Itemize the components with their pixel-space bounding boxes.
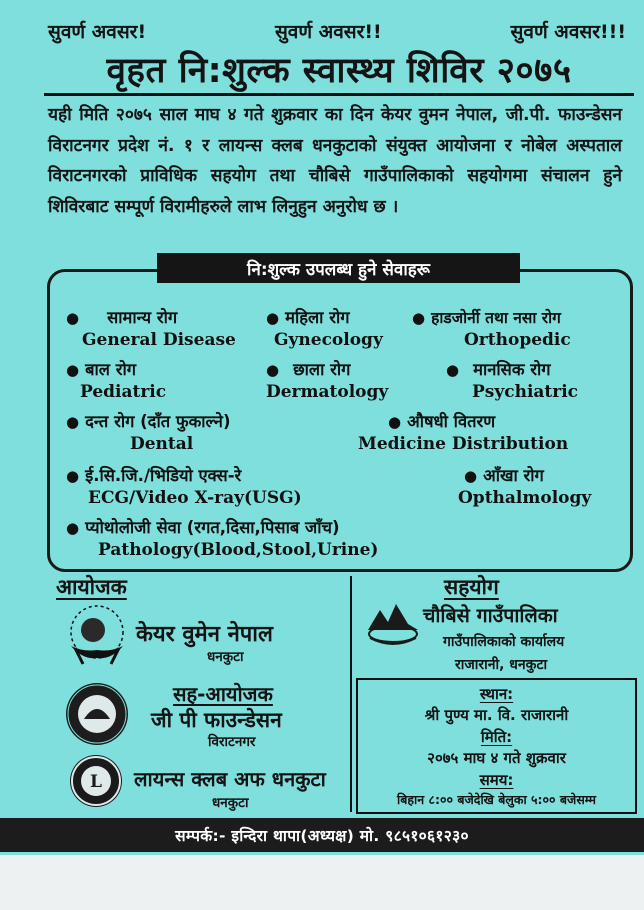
gp-foundation-logo: [66, 683, 128, 745]
municipality-emblem-icon: [364, 596, 422, 646]
page-margin: [0, 855, 644, 910]
bullet-icon: ●: [446, 361, 460, 379]
bullet-icon: ●: [66, 309, 80, 327]
service-pedia-en: Pediatric: [80, 382, 167, 402]
lions-club-logo: [70, 755, 122, 807]
co-organizer-heading: सह-आयोजक: [173, 682, 273, 706]
intro-paragraph: यही मिति २०७५ साल माघ ४ गते शुक्रवार का दिन केयर वुमन नेपाल, जी.पी. फाउन्डेसन विराटनगर प्रदेश नं. १ र लायन्स क्लब धनकुटाको संयुक्त आयोजना र नोबेल अस्पताल विराटनगरको प्राविधिक सहयोग तथा चौबिसे गाउँपालिकाको सहयोगमा संचालन हुने शिविरबाट सम्पूर्ण विरामीहरुले लाभ लिनुहुन अनुरोध छ ।: [48, 105, 622, 217]
bullet-icon: ●: [66, 413, 80, 431]
support-heading: सहयोग: [444, 575, 499, 599]
bullet-icon: ●: [66, 467, 80, 485]
service-dental-en: Dental: [130, 434, 194, 454]
service-pathology-en: Pathology(Blood,Stool,Urine): [98, 540, 379, 560]
date-label: मिति:: [480, 728, 513, 746]
services-heading: नि:शुल्क उपलब्ध हुने सेवाहरू: [157, 253, 520, 283]
service-pedia: ● बाल रोग Pediatric: [66, 360, 167, 402]
service-ortho: ● हाडजोर्नी तथा नसा रोग Orthopedic: [412, 309, 571, 350]
chaubise-logo: [364, 596, 422, 646]
organizer-location: धनकुटा: [207, 649, 244, 665]
time-label: समय:: [479, 771, 514, 789]
service-psych-en: Psychiatric: [472, 382, 579, 402]
time-value: बिहान ८:०० बजेदेखि बेलुका ५:०० बजेसम्म: [397, 792, 596, 807]
service-ortho-en: Orthopedic: [464, 330, 571, 350]
support-name: चौबिसे गाउँपालिका: [423, 604, 558, 627]
date-value: २०७५ माघ ४ गते शुक्रवार: [427, 749, 566, 767]
organizer-heading: आयोजक: [56, 575, 127, 599]
co-organizer-name: जी पी फाउन्डेसन: [151, 708, 282, 732]
lions-club-name: लायन्स क्लब अफ धनकुटा: [134, 767, 326, 791]
bullet-icon: ●: [412, 309, 426, 327]
service-eye: ● आँखा रोग Opthalmology: [458, 466, 592, 508]
title-underline: [44, 93, 634, 96]
service-pathology: ● प्योथोलोजी सेवा (रगत,दिसा,पिसाब जाँच) Pathology(Blood,Stool,Urine): [66, 518, 379, 560]
service-general: ● सामान्य रोग General Disease: [66, 308, 236, 350]
svg-text:L: L: [90, 772, 102, 792]
service-eye-en: Opthalmology: [458, 488, 592, 508]
tagline-row: [48, 18, 626, 44]
tagline-1: सुवर्ण अवसर!: [48, 21, 147, 43]
foundation-seal-icon: [66, 683, 128, 745]
service-gyne: ● महिला रोग Gynecology: [266, 308, 383, 350]
poster-title: वृहत नि:शुल्क स्वास्थ्य शिविर २०७५: [106, 51, 572, 91]
support-office: गाउँपालिकाको कार्यालय: [443, 634, 565, 650]
column-divider: [350, 576, 352, 812]
service-medicine-en: Medicine Distribution: [358, 434, 569, 454]
bullet-icon: ●: [266, 309, 280, 327]
event-details-box: [356, 678, 637, 814]
tagline-3: सुवर्ण अवसर!!!: [510, 21, 626, 43]
tagline-2: सुवर्ण अवसर!!: [274, 21, 382, 43]
contact-bar: सम्पर्क:- इन्दिरा थापा(अध्यक्ष) मो. ९८५१०६१२३०: [0, 818, 644, 852]
care-women-logo: [63, 602, 131, 668]
organizer-name: केयर वुमेन नेपाल: [136, 622, 273, 647]
service-dental: ● दन्त रोग (दाँत फुकाल्ने) Dental: [66, 412, 231, 454]
service-general-en: General Disease: [82, 330, 236, 350]
bullet-icon: ●: [266, 361, 280, 379]
bullet-icon: ●: [66, 519, 80, 537]
service-medicine: ● औषधी वितरण Medicine Distribution: [358, 412, 569, 454]
bullet-icon: ●: [66, 361, 80, 379]
venue-value: श्री पुण्य मा. वि. राजारानी: [424, 706, 569, 724]
service-derma-en: Dermatology: [266, 382, 389, 402]
service-ecg: ● ई.सि.जि./भिडियो एक्स-रे ECG/Video X-ray(USG): [66, 466, 302, 508]
service-psych: ● मानसिक रोग Psychiatric: [446, 360, 579, 402]
service-derma: ● छाला रोग Dermatology: [266, 360, 389, 402]
service-ecg-en: ECG/Video X-ray(USG): [88, 488, 302, 508]
hands-heart-icon: [63, 602, 131, 668]
service-gyne-en: Gynecology: [274, 330, 383, 350]
venue-label: स्थान:: [479, 685, 514, 703]
bullet-icon: ●: [388, 413, 402, 431]
bullet-icon: ●: [464, 467, 478, 485]
lions-club-location: धनकुटा: [212, 795, 249, 811]
co-organizer-location: विराटनगर: [208, 734, 256, 750]
lions-emblem-icon: [70, 755, 122, 807]
support-address: राजारानी, धनकुटा: [455, 657, 548, 673]
